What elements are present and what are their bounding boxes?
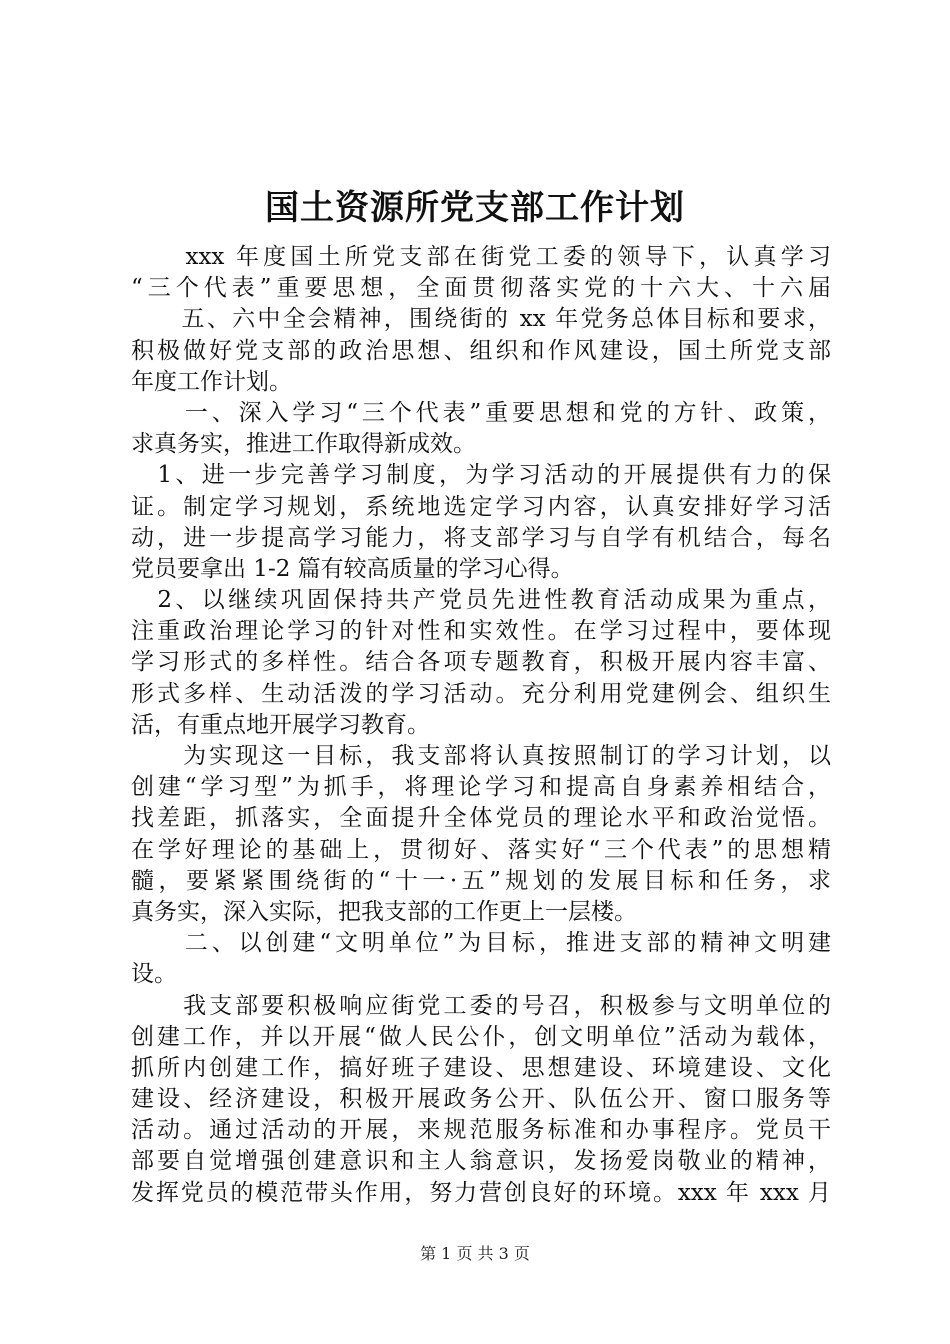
body-line: 部要自觉增强创建意识和主人翁意识，发扬爱岗敬业的精神， <box>131 1148 831 1175</box>
body-line: 抓所内创建工作，搞好班子建设、思想建设、环境建设、文化 <box>131 1054 831 1081</box>
body-line: 求真务实，推进工作取得新成效。 <box>131 431 476 458</box>
body-line: 为实现这一目标，我支部将认真按照制订的学习计划，以 <box>131 743 831 769</box>
body-line: xxx 年度国土所党支部在街党工委的领导下，认真学习 <box>131 244 831 270</box>
body-line: 年度工作计划。 <box>131 368 292 395</box>
body-line: 积极做好党支部的政治思想、组织和作风建设，国土所党支部 <box>131 337 831 364</box>
body-line: 创建“学习型”为抓手，将理论学习和提高自身素养相结合， <box>131 774 831 801</box>
body-line: 证。制定学习规划，系统地选定学习内容，认真安排好学习活 <box>131 493 831 520</box>
body-line: 活动。通过活动的开展，来规范服务标准和办事程序。党员干 <box>131 1117 831 1144</box>
body-line: 党员要拿出 1-2 篇有较高质量的学习心得。 <box>131 555 574 582</box>
body-line: 二、以创建“文明单位”为目标，推进支部的精神文明建 <box>131 930 831 957</box>
body-line: “三个代表”重要思想，全面贯彻落实党的十六大、十六届 <box>131 275 831 302</box>
body-line: 动，进一步提高学习能力，将支部学习与自学有机结合，每名 <box>131 524 831 551</box>
body-line: 活，有重点地开展学习教育。 <box>131 711 430 738</box>
body-line: 建设、经济建设，积极开展政务公开、队伍公开、窗口服务等 <box>131 1086 831 1113</box>
body-line: 髓，要紧紧围绕街的“十一·五”规划的发展目标和任务，求 <box>131 867 831 894</box>
page-footer: 第 1 页 共 3 页 <box>420 1244 530 1263</box>
body-line: 找差距，抓落实，全面提升全体党员的理论水平和政治觉悟。 <box>131 805 831 832</box>
body-line: 我支部要积极响应街党工委的号召，积极参与文明单位的 <box>131 992 831 1019</box>
body-line: 形式多样、生动活泼的学习活动。充分利用党建例会、组织生 <box>131 680 831 707</box>
body-line: 注重政治理论学习的针对性和实效性。在学习过程中，要体现 <box>131 618 831 645</box>
body-line: 一、深入学习“三个代表”重要思想和党的方针、政策， <box>131 399 831 426</box>
body-line: 在学好理论的基础上，贯彻好、落实好“三个代表”的思想精 <box>131 836 831 863</box>
body-line: 设。 <box>131 961 177 988</box>
body-line: 五、六中全会精神，围绕街的 xx 年党务总体目标和要求， <box>131 306 831 333</box>
document-title: 国土资源所党支部工作计划 <box>265 188 685 228</box>
body-line: 真务实，深入实际，把我支部的工作更上一层楼。 <box>131 898 637 925</box>
document-body <box>131 242 831 1209</box>
body-line: 创建工作，并以开展“做人民公仆，创文明单位”活动为载体， <box>131 1023 831 1050</box>
body-line: 发挥党员的模范带头作用，努力营创良好的环境。xxx 年 xxx 月 <box>131 1179 831 1206</box>
body-line: 2、以继续巩固保持共产党员先进性教育活动成果为重点， <box>131 587 831 614</box>
body-line: 1、进一步完善学习制度，为学习活动的开展提供有力的保 <box>131 462 831 489</box>
body-line: 学习形式的多样性。结合各项专题教育，积极开展内容丰富、 <box>131 649 831 676</box>
